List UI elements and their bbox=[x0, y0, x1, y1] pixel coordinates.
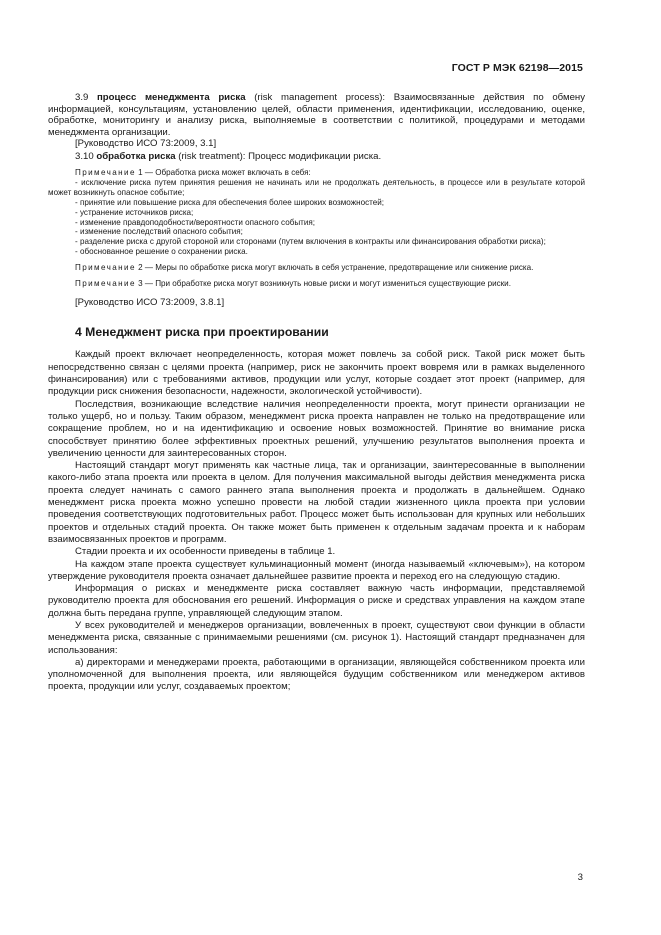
note-2 bbox=[48, 263, 585, 273]
note-text: 1 — Обработка риска может включать в себя: bbox=[135, 168, 311, 177]
note-1-head bbox=[48, 168, 585, 178]
note-text: 2 — Меры по обработке риска могут включать в себя устранение, предотвращение или снижение риска. bbox=[135, 263, 534, 273]
page-content bbox=[48, 92, 585, 694]
note-3 bbox=[48, 279, 585, 289]
definition-3-9 bbox=[48, 92, 585, 138]
note-1-item: - изменение правдоподобности/вероятности опасного события; bbox=[75, 217, 316, 227]
page-number: 3 bbox=[577, 872, 583, 883]
document-header: ГОСТ Р МЭК 62198—2015 bbox=[451, 62, 583, 74]
body-paragraph: У всех руководителей и менеджеров организации, вовлеченных в проект, существуют свои функции в области менеджмента риска, связанные с принимаемыми решениями (см. рисунок 1). Настоящий стандарт предназначен для использования: bbox=[48, 620, 585, 656]
definition-term: процесс менеджмента риска bbox=[97, 92, 246, 103]
definition-reference: [Руководство ИСО 73:2009, 3.1] bbox=[75, 138, 217, 149]
note-1-item: - изменение последствий опасного события; bbox=[75, 227, 243, 237]
body-paragraph: Стадии проекта и их особенности приведены в таблице 1. bbox=[75, 546, 336, 558]
section-heading: 4 Менеджмент риска при проектировании bbox=[75, 325, 329, 340]
note-1-item: - исключение риска путем принятия решения не начинать или не продолжать деятельность, в процессе или в результате которой может возникнуть опасное событие; bbox=[48, 177, 585, 197]
note-1-item: - принятие или повышение риска для обеспечения более широких возможностей; bbox=[75, 197, 385, 207]
note-label: Примечание bbox=[75, 168, 136, 177]
notes-reference: [Руководство ИСО 73:2009, 3.8.1] bbox=[75, 296, 225, 308]
body-paragraph: Каждый проект включает неопределенность, которая может повлечь за собой риск. Такой риск может быть непосредственно связан с целями проекта (например, риск не закончить проект вовремя или в рамках выделенного финансирования) или с требованиями активов, продукции или услуг, которые создает этот проект (например, для продукции риск снижения безопасности, надежности, экологической устойчивости). bbox=[48, 349, 585, 398]
definition-text: (risk treatment): Процесс модификации риска. bbox=[175, 150, 382, 162]
definition-3-10 bbox=[48, 151, 585, 163]
definition-term: обработка риска bbox=[96, 150, 176, 162]
body-list-item: а) директорами и менеджерами проекта, работающими в организации, являющейся собственником проекта или уполномоченной для выполнения проекта, или являющейся будущим собственником или менеджером активов проекта, продукции или услуг, создаваемых проектом; bbox=[48, 656, 585, 693]
note-1-item: - разделение риска с другой стороной или сторонами (путем включения в контракты или финансирования обработки риска); bbox=[75, 237, 546, 247]
body-paragraph: Настоящий стандарт могут применять как частные лица, так и организации, заинтересованные в выполнении какого-либо этапа проекта или проекта в целом. Для получения максимальной выгоды действия менеджмента риска проекта следует начинать с самого раннего этапа выполнения проекта и продолжать в дальнейшем. Однако менеджмент риска проекта можно успешно провести на любой стадии жизненного цикла проекта при условии проведения соответствующих подготовительных работ. Процесс может быть использован для крупных или небольших проектов и отдельных стадий проекта. Он также может быть применен к отдельным задачам проекта и к наборам взаимосвязанных проектов и программ. bbox=[48, 460, 585, 545]
note-text: 3 — При обработке риска могут возникнуть новые риски и могут измениться существующие риски. bbox=[135, 279, 511, 289]
definition-text: (risk management process): Взаимосвязанные действия по обмену информацией, консультациям, установлению целей, области применения, идентификации, исследованию, оценке, обработке, мониторингу и анализу риска, выполняемые в соответствии с политикой, процедурами и методами менеджмента организации. bbox=[48, 92, 585, 138]
body-paragraph: Последствия, возникающие вследствие наличия неопределенности проекта, могут принести организации не только ущерб, но и пользу. Таким образом, менеджмент риска проекта направлен не только на предотвращение или сокращение проблем, но и на идентификацию и освоение новых возможностей. Принятие во внимание риска способствует принятию более эффективных проектных решений, улучшению результатов выполнения проекта и увеличению ценности для заинтересованных сторон. bbox=[48, 398, 585, 459]
note-label: Примечание bbox=[75, 279, 136, 289]
note-1-item: - устранение источников риска; bbox=[75, 207, 194, 217]
definition-number: 3.9 bbox=[75, 92, 89, 103]
note-1-item: - обоснованное решение о сохранении риска. bbox=[75, 247, 248, 257]
definition-number: 3.10 bbox=[75, 150, 94, 162]
body-paragraph: Информация о рисках и менеджменте риска составляет важную часть информации, представляемой руководителю проекта для обоснования его решений. Информация о риске и средствах управления на каждом этапе должна быть передана группе, управляющей следующим этапом. bbox=[48, 583, 585, 619]
note-label: Примечание bbox=[75, 263, 136, 273]
body-paragraph: На каждом этапе проекта существует кульминационный момент (иногда называемый «ключевым»), на котором утверждение руководителя проекта означает дальнейшее развитие проекта и переход его на следующую стадию. bbox=[48, 558, 585, 582]
